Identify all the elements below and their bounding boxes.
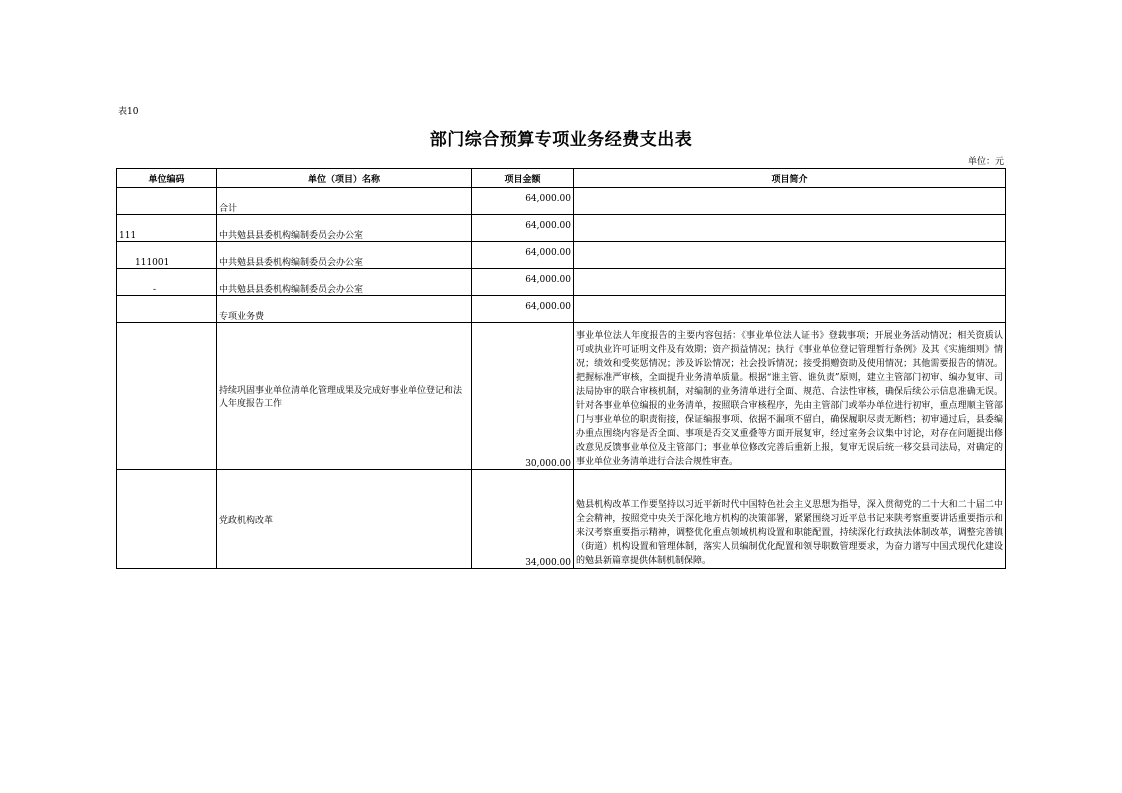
- unit-code-cell: [117, 470, 217, 569]
- description-cell: [574, 188, 1006, 215]
- description-cell: [574, 296, 1006, 323]
- table-header-row: [117, 169, 1006, 188]
- unit-name-cell: 合计: [217, 188, 472, 215]
- budget-table: [116, 168, 1006, 569]
- amount-cell: 64,000.00: [472, 242, 574, 269]
- table-row: [117, 215, 1006, 242]
- table-number: 表10: [118, 107, 139, 117]
- unit-name-cell: 中共勉县县委机构编制委员会办公室: [217, 269, 472, 296]
- table-row: [117, 470, 1006, 569]
- unit-label: 单位：元: [967, 157, 1004, 167]
- column-header-amount: 项目金额: [472, 169, 574, 188]
- unit-name-cell: 中共勉县县委机构编制委员会办公室: [217, 242, 472, 269]
- table-row: [117, 269, 1006, 296]
- amount-cell: 64,000.00: [472, 269, 574, 296]
- description-cell: [574, 242, 1006, 269]
- amount-cell: 64,000.00: [472, 296, 574, 323]
- unit-name-cell: 党政机构改革: [217, 470, 472, 569]
- description-cell: [574, 215, 1006, 242]
- unit-code-cell: [117, 323, 217, 470]
- column-header-code: 单位编码: [117, 169, 217, 188]
- column-header-name: 单位（项目）名称: [217, 169, 472, 188]
- unit-code-cell: [117, 296, 217, 323]
- unit-name-cell: 持续巩固事业单位清单化管理成果及完成好事业单位登记和法人年度报告工作: [217, 323, 472, 470]
- description-cell: 勉县机构改革工作要坚持以习近平新时代中国特色社会主义思想为指导，深入贯彻党的二十大和二十届二中全会精神，按照党中央关于深化地方机构的决策部署，紧紧围绕习近平总书记来陕考察重要讲话重要指示和来汉考察重要指示精神，调整优化重点领域机构设置和职能配置，持续深化行政执法体制改革，调整完善镇（街道）机构设置和管理体制，落实人员编制优化配置和领导职数管理要求，为奋力谱写中国式现代化建设的勉县新篇章提供体制机制保障。: [574, 470, 1006, 569]
- table-row: [117, 188, 1006, 215]
- amount-cell: 34,000.00: [472, 470, 574, 569]
- description-cell: 事业单位法人年度报告的主要内容包括：《事业单位法人证书》登载事项；开展业务活动情况；相关资质认可或执业许可证明文件及有效期；资产损益情况；执行《事业单位登记管理暂行条例》及其《实施细则》情况；绩效和受奖惩情况；涉及诉讼情况；社会投诉情况；接受捐赠资助及使用情况；其他需要报告的情况。把握标准严审核，全面提升业务清单质量。根据“谁主管、谁负责”原则，建立主管部门初审、编办复审、司法局协审的联合审核机制，对编制的业务清单进行全面、规范、合法性审核，确保后续公示信息准确无误。针对各事业单位编报的业务清单，按照联合审核程序，先由主管部门或举办单位进行初审，重点理顺主管部门与事业单位的职责衔接，保证编报事项、依据不漏项不留白，确保履职尽责无断档；初审通过后，县委编办重点围绕内容是否全面、事项是否交叉重叠等方面开展复审，经过室务会议集中讨论，对存在问题提出修改意见反馈事业单位及主管部门；事业单位修改完善后重新上报，复审无误后统一移交县司法局，对确定的事业单位业务清单进行合法合规性审查。: [574, 323, 1006, 470]
- unit-code-cell: -: [117, 269, 217, 296]
- table-row: [117, 323, 1006, 470]
- table-row: [117, 296, 1006, 323]
- amount-cell: 64,000.00: [472, 188, 574, 215]
- description-cell: [574, 269, 1006, 296]
- unit-name-cell: 专项业务费: [217, 296, 472, 323]
- amount-cell: 64,000.00: [472, 215, 574, 242]
- page-title: 部门综合预算专项业务经费支出表: [429, 130, 693, 150]
- column-header-description: 项目简介: [574, 169, 1006, 188]
- table-row: [117, 242, 1006, 269]
- unit-code-cell: 111001: [117, 242, 217, 269]
- unit-name-cell: 中共勉县县委机构编制委员会办公室: [217, 215, 472, 242]
- unit-code-cell: [117, 188, 217, 215]
- amount-cell: 30,000.00: [472, 323, 574, 470]
- unit-code-cell: 111: [117, 215, 217, 242]
